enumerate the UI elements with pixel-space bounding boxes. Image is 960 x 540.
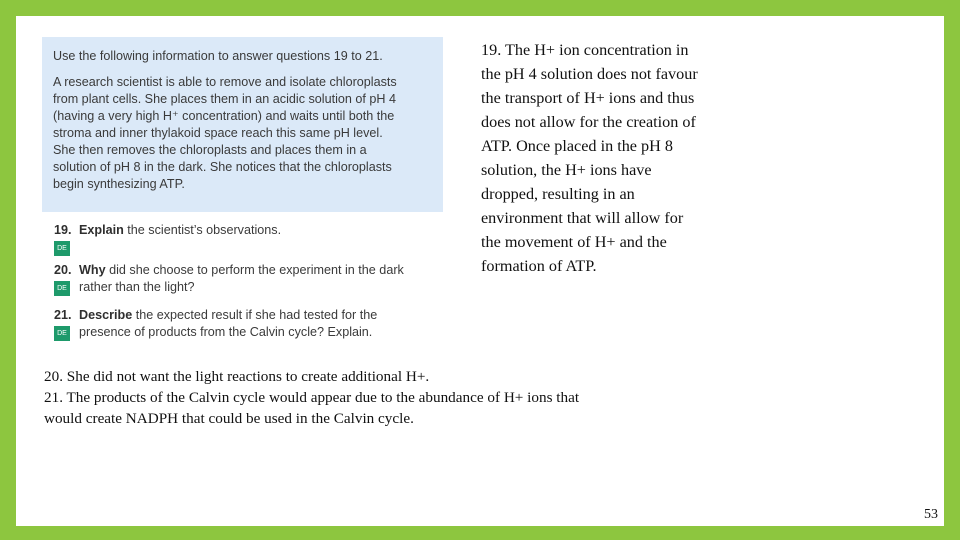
de-badge: DE <box>54 281 70 296</box>
info-passage-line: begin synthesizing ATP. <box>53 177 185 191</box>
info-passage-line: solution of pH 8 in the dark. She notices that the chloroplasts <box>53 160 392 174</box>
info-box <box>42 37 443 212</box>
answer-line: the pH 4 solution does not favour <box>481 65 698 83</box>
question-line: the expected result if she had tested for the <box>132 308 378 322</box>
question-line: presence of products from the Calvin cycle? Explain. <box>79 325 373 339</box>
question-line: did she choose to perform the experiment in the dark <box>105 263 404 277</box>
answer-line: formation of ATP. <box>481 257 597 275</box>
info-intro: Use the following information to answer questions 19 to 21. <box>53 49 383 63</box>
info-passage-line: A research scientist is able to remove and isolate chloroplasts <box>53 75 397 89</box>
info-passage-line: She then removes the chloroplasts and places them in a <box>53 143 367 157</box>
answer-line: 19. The H+ ion concentration in <box>481 41 689 59</box>
answer-line: the movement of H+ and the <box>481 233 667 251</box>
question-verb: Describe <box>79 308 133 322</box>
question-number: 20. <box>54 263 72 277</box>
answer-line: does not allow for the creation of <box>481 113 696 131</box>
question-text <box>79 222 454 239</box>
answer-20: 20. She did not want the light reactions to create additional H+. <box>44 368 430 385</box>
answer-line: solution, the H+ ions have <box>481 161 652 179</box>
slide <box>16 16 944 526</box>
question-number: 21. <box>54 308 72 322</box>
question-line: the scientist’s observations. <box>123 223 282 237</box>
question-text <box>79 262 454 296</box>
page-number: 53 <box>924 507 938 522</box>
answer-21-line: 21. The products of the Calvin cycle would appear due to the abundance of H+ ions that <box>44 389 580 406</box>
question-verb: Explain <box>79 223 124 237</box>
question-verb: Why <box>79 263 106 277</box>
answer-line: ATP. Once placed in the pH 8 <box>481 137 673 155</box>
answer-19 <box>481 38 771 278</box>
answer-line: dropped, resulting in an <box>481 185 635 203</box>
de-badge: DE <box>54 241 70 256</box>
question-number: 19. <box>54 223 72 237</box>
answer-line: environment that will allow for <box>481 209 684 227</box>
question-text <box>79 307 454 341</box>
info-passage-line: stroma and inner thylakoid space reach this same pH level. <box>53 126 383 140</box>
question-line: rather than the light? <box>79 280 195 294</box>
info-passage-line: from plant cells. She places them in an acidic solution of pH 4 <box>53 92 397 106</box>
info-passage-line: (having a very high H⁺ concentration) and waits until both the <box>53 109 395 123</box>
de-badge: DE <box>54 326 70 341</box>
answers-20-21 <box>44 366 744 429</box>
answer-21-line: would create NADPH that could be used in the Calvin cycle. <box>44 410 414 427</box>
answer-line: the transport of H+ ions and thus <box>481 89 695 107</box>
